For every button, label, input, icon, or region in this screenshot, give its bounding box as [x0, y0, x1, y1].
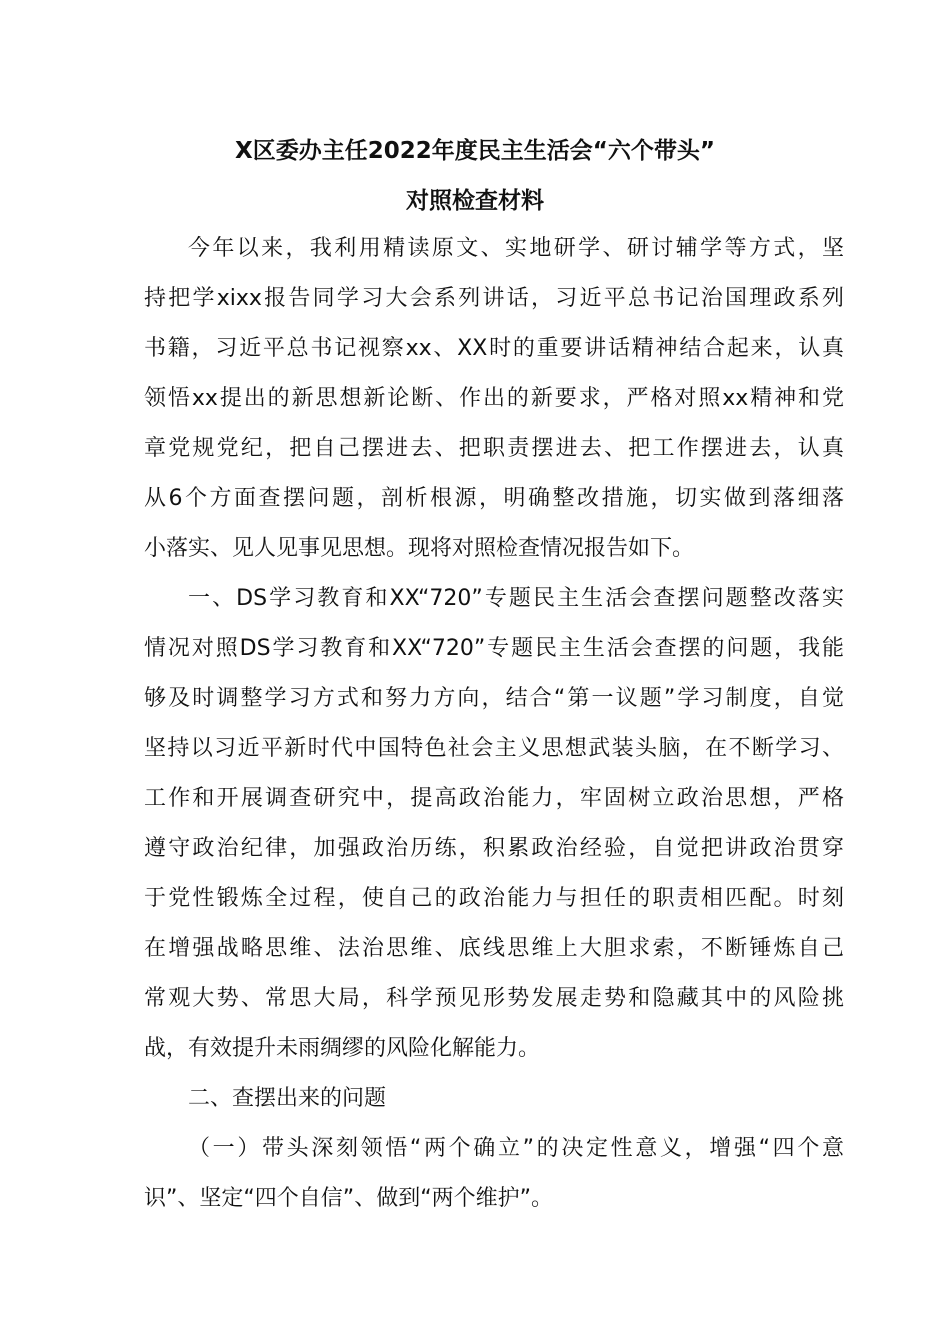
paragraph-1-line: 今年以来，我利用精读原文、实地研学、研讨辅学等方式，坚 — [188, 236, 844, 261]
paragraph-2-line: 于党性锻炼全过程，使自己的政治能力与担任的职责相匹配。时刻 — [144, 886, 844, 911]
document-title-line-1: X区委办主任2022年度民主生活会“六个带头” — [235, 138, 715, 164]
paragraph-3-line: （一）带头深刻领悟“两个确立”的决定性意义，增强“四个意 — [188, 1136, 844, 1161]
paragraph-2-line: 遵守政治纪律，加强政治历练，积累政治经验，自觉把讲政治贯穿 — [144, 836, 844, 861]
paragraph-1-line: 领悟xx提出的新思想新论断、作出的新要求，严格对照xx精神和党 — [144, 386, 844, 411]
paragraph-1-line: 书籍，习近平总书记视察xx、XX时的重要讲话精神结合起来，认真 — [144, 336, 844, 361]
paragraph-2-line: 战，有效提升未雨绸缪的风险化解能力。 — [144, 1036, 541, 1061]
paragraph-2-line: 工作和开展调查研究中，提高政治能力，牢固树立政治思想，严格 — [144, 786, 844, 811]
paragraph-1-line: 持把学xixx报告同学习大会系列讲话，习近平总书记治国理政系列 — [144, 286, 844, 311]
paragraph-2-line: 一、DS学习教育和XX“720”专题民主生活会查摆问题整改落实 — [188, 586, 844, 611]
paragraph-2-line: 常观大势、常思大局，科学预见形势发展走势和隐藏其中的风险挑 — [144, 986, 844, 1011]
document-title-line-2: 对照检查材料 — [406, 188, 544, 214]
paragraph-2-line: 情况对照DS学习教育和XX“720”专题民主生活会查摆的问题，我能 — [144, 636, 844, 661]
paragraph-1-line: 小落实、见人见事见思想。现将对照检查情况报告如下。 — [144, 536, 695, 561]
paragraph-2-line: 够及时调整学习方式和努力方向，结合“第一议题”学习制度，自觉 — [144, 686, 844, 711]
paragraph-2-line: 坚持以习近平新时代中国特色社会主义思想武装头脑，在不断学习、 — [144, 736, 844, 761]
section-heading-2: 二、查摆出来的问题 — [188, 1086, 387, 1111]
paragraph-1-line: 章党规党纪，把自己摆进去、把职责摆进去、把工作摆进去，认真 — [144, 436, 844, 461]
paragraph-3-line: 识”、坚定“四个自信”、做到“两个维护”。 — [144, 1186, 553, 1211]
paragraph-2-line: 在增强战略思维、法治思维、底线思维上大胆求索，不断锤炼自己 — [144, 936, 844, 961]
paragraph-1-line: 从6个方面查摆问题，剖析根源，明确整改措施，切实做到落细落 — [144, 486, 844, 511]
